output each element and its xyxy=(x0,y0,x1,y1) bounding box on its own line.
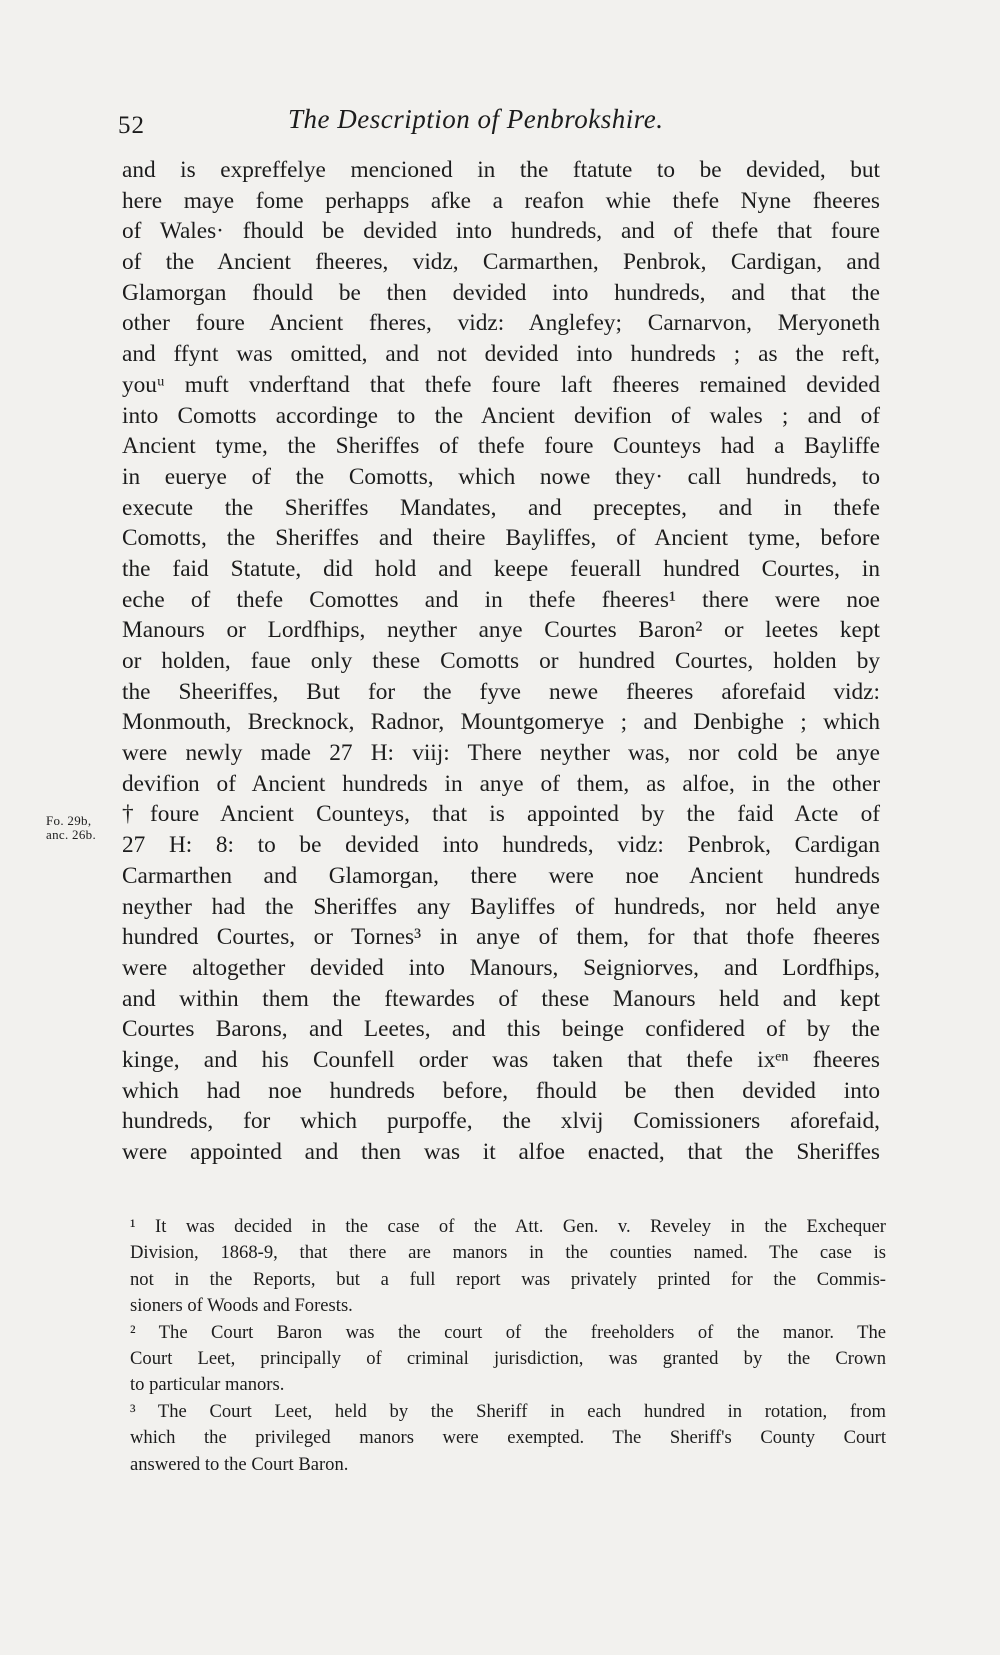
text-line: eche of thefe Comottes and in thefe fheeres¹ there were noe xyxy=(122,586,880,613)
text-line: the faid Statute, did hold and keepe feuerall hundred Courtes, in xyxy=(122,555,880,582)
page-header xyxy=(118,104,908,144)
footnote-line: which the privileged manors were exempted. The Sheriff's County Court xyxy=(130,1427,886,1449)
text-line: were appointed and then was it alfoe enacted, that the Sheriffes xyxy=(122,1139,880,1165)
text-line: Manours or Lordfhips, neyther anye Courtes Baron² or leetes kept xyxy=(122,617,880,644)
text-line: were altogether devided into Manours, Seigniorves, and Lordfhips, xyxy=(122,954,880,981)
margin-note-line: anc. 26b. xyxy=(46,827,96,842)
text-line: and within them the ftewardes of these Manours held and kept xyxy=(122,985,880,1012)
text-line: neyther had the Sheriffes any Bayliffes of hundreds, nor held anye xyxy=(122,893,880,920)
text-line: or holden, faue only these Comotts or hundred Courtes, holden by xyxy=(122,648,880,674)
text-line: hundreds, for which purpoffe, the xlvij Comissioners aforefaid, xyxy=(122,1108,880,1135)
footnote-line: answered to the Court Baron. xyxy=(130,1453,349,1475)
text-line: Ancient tyme, the Sheriffes of thefe foure Counteys had a Bayliffe xyxy=(122,433,880,460)
margin-note-line: Fo. 29b, xyxy=(46,813,92,828)
text-line: Comotts, the Sheriffes and theire Bayliffes, of Ancient tyme, before xyxy=(122,525,880,552)
text-line: kinge, and his Counfell order was taken that thefe ixᵉⁿ fheeres xyxy=(122,1046,880,1073)
text-line: which had noe hundreds before, fhould be then devided into xyxy=(122,1077,880,1104)
text-line: hundred Courtes, or Tornes³ in anye of them, for that thofe fheeres xyxy=(122,924,880,951)
text-line: and is expreffelye mencioned in the ftatute to be devided, but xyxy=(122,157,880,183)
text-line: 27 H: 8: to be devided into hundreds, vidz: Penbrok, Cardigan xyxy=(122,832,880,859)
text-line: Carmarthen and Glamorgan, there were noe Ancient hundreds xyxy=(122,862,880,889)
text-line: were newly made 27 H: viij: There neyther was, nor cold be anye xyxy=(122,740,880,767)
text-line: here maye fome perhapps afke a reafon whie thefe Nyne fheeres xyxy=(122,187,880,214)
text-line: †foure Ancient Counteys, that is appointed by the faid Acte of xyxy=(122,801,880,828)
footnote-line: Court Leet, principally of criminal jurisdiction, was granted by the Crown xyxy=(130,1347,886,1369)
text-line: Glamorgan fhould be then devided into hundreds, and that the xyxy=(122,279,880,306)
text-line: the Sheeriffes, But for the fyve newe fheeres aforefaid vidz: xyxy=(122,678,880,705)
footnote-line: not in the Reports, but a full report was privately printed for the Commis- xyxy=(130,1268,886,1290)
page-number: 52 xyxy=(118,112,145,139)
footnote-line: ² The Court Baron was the court of the freeholders of the manor. The xyxy=(130,1321,886,1343)
running-title: The Description of Penbrokshire. xyxy=(288,104,664,134)
footnote-3 xyxy=(130,1399,886,1478)
margin-note xyxy=(46,814,126,842)
footnote-line: ³ The Court Leet, held by the Sheriff in each hundred in rotation, from xyxy=(130,1400,886,1422)
text-line: into Comotts accordinge to the Ancient devifion of wales ; and of xyxy=(122,402,880,429)
text-line: youᵘ muft vnderftand that thefe foure laft fheeres remained devided xyxy=(122,371,880,398)
text-line: Monmouth, Brecknock, Radnor, Mountgomerye ; and Denbighe ; which xyxy=(122,709,880,736)
body-text xyxy=(122,155,880,1168)
text-line: in euerye of the Comotts, which nowe they· call hundreds, to xyxy=(122,463,880,490)
text-line: and ffynt was omitted, and not devided into hundreds ; as the reft, xyxy=(122,341,880,368)
footnote-1 xyxy=(130,1214,886,1320)
text-line: execute the Sheriffes Mandates, and preceptes, and in thefe xyxy=(122,494,880,521)
footnote-line: sioners of Woods and Forests. xyxy=(130,1295,353,1317)
text-line: Courtes Barons, and Leetes, and this beinge confidered of by the xyxy=(122,1016,880,1043)
footnote-line: to particular manors. xyxy=(130,1374,285,1396)
text-line: other foure Ancient fheres, vidz: Anglefey; Carnarvon, Meryoneth xyxy=(122,310,880,337)
text-line: of Wales· fhould be devided into hundreds, and of thefe that foure xyxy=(122,218,880,245)
footnotes xyxy=(130,1214,886,1478)
footnote-line: Division, 1868-9, that there are manors in the counties named. The case is xyxy=(130,1242,886,1264)
text-line: devifion of Ancient hundreds in anye of them, as alfoe, in the other xyxy=(122,770,880,797)
footnote-2 xyxy=(130,1320,886,1399)
text-line: of the Ancient fheeres, vidz, Carmarthen, Penbrok, Cardigan, and xyxy=(122,249,880,276)
footnote-line: ¹ It was decided in the case of the Att. Gen. v. Reveley in the Exchequer xyxy=(130,1216,886,1237)
